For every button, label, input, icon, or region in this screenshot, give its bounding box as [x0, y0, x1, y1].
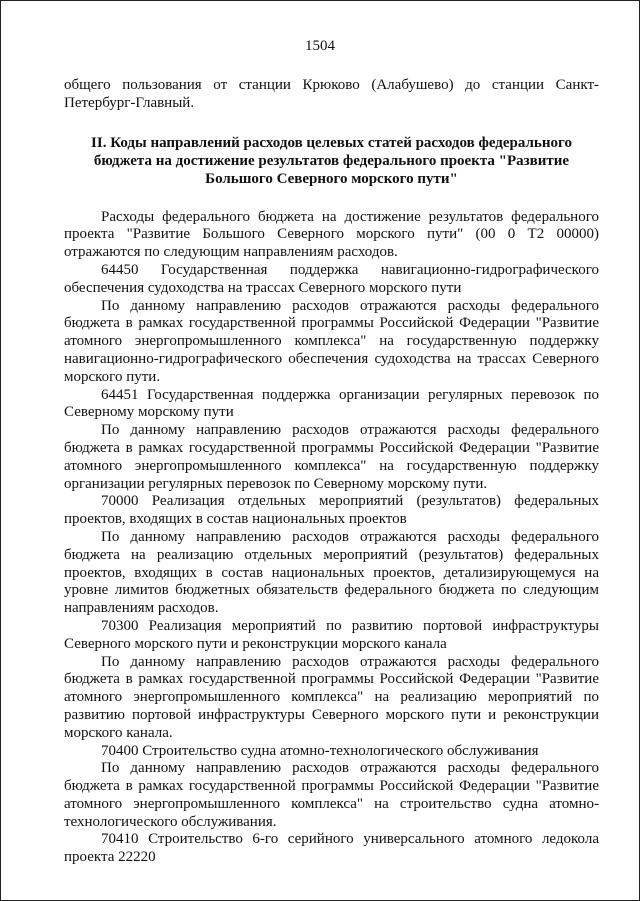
paragraph-description: По данному направлению расходов отражаются расходы федерального бюджета в рамках государственной программы Российской Федерации "Развитие атомного энергопромышленного комплекса" на государственную поддержку навигационно-гидрографического обеспечения судоходства на трассах Северного морского пути.: [64, 297, 599, 385]
section-heading: [64, 134, 599, 188]
paragraph-code-70000: 70000 Реализация отдельных мероприятий (результатов) федеральных проектов, входящих в состав национальных проектов: [64, 493, 599, 528]
document-body: [64, 77, 599, 867]
paragraph-code-64450: 64450 Государственная поддержка навигационно-гидрографического обеспечения судоходства на трассах Северного морского пути: [64, 261, 599, 296]
paragraph-continuation: общего пользования от станции Крюково (Алабушево) до станции Санкт-Петербург-Главный.: [64, 77, 599, 111]
paragraph-code-70300: 70300 Реализация мероприятий по развитию портовой инфраструктуры Северного морского пути и реконструкции морского канала: [64, 617, 599, 652]
paragraph-description: По данному направлению расходов отражаются расходы федерального бюджета в рамках государственной программы Российской Федерации "Развитие атомного энергопромышленного комплекса" на строительство судна атомно-технологического обслуживания.: [64, 760, 599, 830]
paragraph-code-70400: 70400 Строительство судна атомно-технологического обслуживания: [101, 742, 539, 759]
paragraph-description: По данному направлению расходов отражаются расходы федерального бюджета на реализацию отдельных мероприятий (результатов) федеральных проектов, входящих в состав национальных проектов, детализирующемуся на уровне лимитов бюджетных обязательств федерального бюджета по следующим направлениям расходов.: [64, 528, 599, 617]
section-heading-line: II. Коды направлений расходов целевых статей расходов федерального: [91, 134, 572, 151]
paragraph-code-64451: 64451 Государственная поддержка организации регулярных перевозок по Северному морскому пути: [64, 386, 599, 421]
paragraph-description: По данному направлению расходов отражаются расходы федерального бюджета в рамках государственной программы Российской Федерации "Развитие атомного энергопромышленного комплекса" на реализацию мероприятий по развитию портовой инфраструктуры Северного морского пути и реконструкции морского канала.: [64, 653, 599, 741]
paragraph-description: По данному направлению расходов отражаются расходы федерального бюджета в рамках государственной программы Российской Федерации "Развитие атомного энергопромышленного комплекса" на государственную поддержку организации регулярных перевозок по Северному морскому пути.: [64, 422, 599, 492]
paragraph-intro: Расходы федерального бюджета на достижение результатов федерального проекта "Развитие Большого Северного морского пути" (00 0 Т2 00000) отражаются по следующим направлениям расходов.: [64, 208, 599, 261]
paragraph-code-70410: 70410 Строительство 6-го серийного универсального атомного ледокола проекта 22220: [64, 831, 599, 866]
section-heading-line: Большого Северного морского пути": [205, 170, 458, 187]
page-number: 1504: [305, 38, 335, 54]
section-heading-line: бюджета на достижение результатов федерального проекта "Развитие: [93, 152, 570, 169]
